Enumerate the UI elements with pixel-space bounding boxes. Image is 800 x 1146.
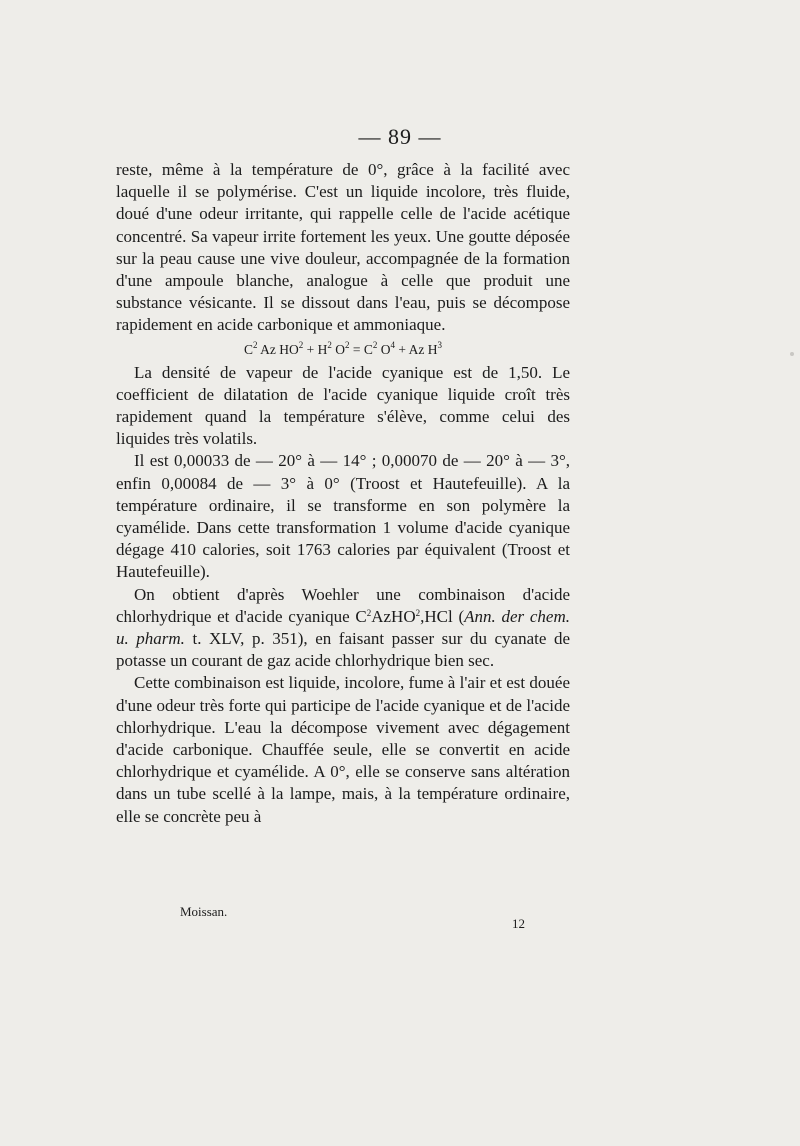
paper-speck [790,352,794,356]
paragraph-4: On obtient d'après Woehler une combinaison d'acide chlorhydrique et d'acide cyanique $C^2AzHO^2,HCl$ (Ann. der chem. u. pharm. t. XLV, p. 351), en faisant passer sur du cyanate de potasse un courant de gaz acide chlorhydrique bien sec. [116,584,571,671]
body-text [116,159,570,828]
chemical-equation: $C^2$ Az $HO^2 + H^2$ $O^2 = C^2$ $O^4 + Az$ $H^3$ [244,339,442,357]
paragraph-3: Il est 0,00033 de — 20° à — 14° ; 0,00070 de — 20° à — 3°, enfin 0,00084 de — 3° à 0° (Troost et Hautefeuille). A la température ordinaire, il se transforme en son polymère la cyamélide. Dans cette transformation 1 volume d'acide cyanique dégage 410 calories, soit 1763 calories par équivalent (Troost et Hautefeuille). [116,451,570,582]
journal-reference: Ann. der chem. u. pharm. [116,606,571,649]
signature-mark: Moissan. [180,904,228,919]
page-number-header: — 89 — [358,124,442,149]
sheet-number: 12 [512,916,525,931]
paragraph-2: La densité de vapeur de l'acide cyanique est de 1,50. Le coefficient de dilatation de l'acide cyanique liquide croît très rapidement quand la température s'élève, comme celui des liquides très volatils. [116,362,570,449]
paragraph-5: Cette combinaison est liquide, incolore, fume à l'air et est douée d'une odeur très forte qui participe de l'acide cyanique et de l'acide chlorhydrique. L'eau la décompose vivement avec dégagement d'acide carbonique. Chauffée seule, elle se convertit en acide chlorhydrique et cyamélide. A 0°, elle se conserve sans altération dans un tube scellé à la lampe, mais, à la température ordinaire, elle se concrète peu à [116,673,570,826]
paragraph-1: reste, même à la température de 0°, grâce à la facilité avec laquelle il se polymérise. C'est un liquide incolore, très fluide, doué d'une odeur irritante, qui rappelle celle de l'acide acétique concentré. Sa vapeur irrite fortement les yeux. Une goutte déposée sur la peau cause une vive douleur, accompagnée de la formation d'une ampoule blanche, analogue à celle que produit une substance vésicante. Il se dissout dans l'eau, puis se décompose rapidement en acide carbonique et ammoniaque. [116,160,570,335]
